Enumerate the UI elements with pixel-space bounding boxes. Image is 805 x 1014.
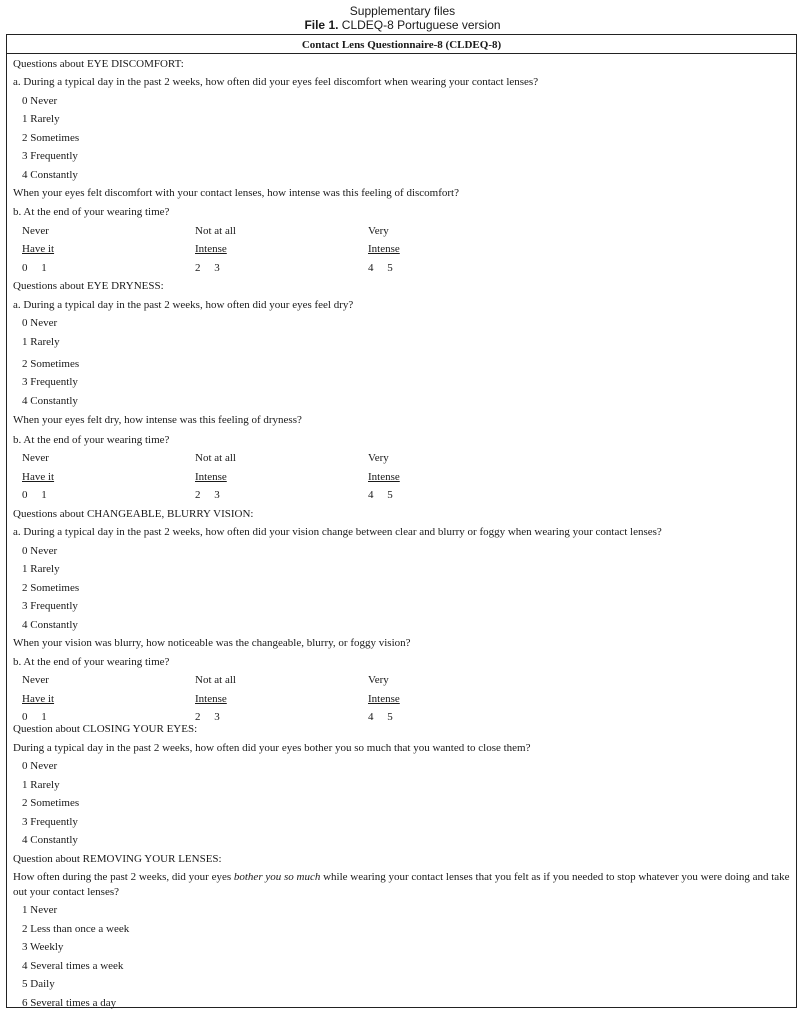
closing-option-1[interactable]: 1 Rarely <box>22 779 60 791</box>
discomfort-option-2[interactable]: 2 Sometimes <box>22 132 80 144</box>
discomfort-scale-intense-mid: Intense <box>195 243 227 255</box>
discomfort-option-3[interactable]: 3 Frequently <box>22 150 78 162</box>
dryness-option-0[interactable]: 0 Never <box>22 317 58 329</box>
vision-option-2[interactable]: 2 Sometimes <box>22 582 80 594</box>
discomfort-scale-values-low[interactable]: 0 1 <box>22 262 47 274</box>
discomfort-option-4[interactable]: 4 Constantly <box>22 169 78 181</box>
removing-option-1[interactable]: 1 Never <box>22 904 58 916</box>
removing-option-2[interactable]: 2 Less than once a week <box>22 923 130 935</box>
removing-question-italic: bother you so much <box>233 871 321 883</box>
discomfort-scale-values-high[interactable]: 4 5 <box>368 262 393 274</box>
dryness-option-4[interactable]: 4 Constantly <box>22 395 78 407</box>
vision-question-b: b. At the end of your wearing time? <box>13 656 170 668</box>
discomfort-option-1[interactable]: 1 Rarely <box>22 113 60 125</box>
dryness-scale-values-mid[interactable]: 2 3 <box>195 489 220 501</box>
removing-heading: Question about REMOVING YOUR LENSES: <box>13 853 222 865</box>
dryness-option-2[interactable]: 2 Sometimes <box>22 358 80 370</box>
vision-option-1[interactable]: 1 Rarely <box>22 563 60 575</box>
removing-question <box>13 870 795 900</box>
removing-question-part2: while wearing your contact lenses that you felt as if you needed to stop whatever you were doing and take out your contact lenses? <box>13 871 790 898</box>
discomfort-scale-have-it: Have it <box>22 243 55 255</box>
dryness-option-3[interactable]: 3 Frequently <box>22 376 78 388</box>
table-title: Contact Lens Questionnaire-8 (CLDEQ-8) <box>301 39 502 51</box>
vision-intensity-prompt: When your vision was blurry, how noticeable was the changeable, blurry, or foggy vision? <box>13 637 411 649</box>
vision-scale-values-high[interactable]: 4 5 <box>368 711 393 723</box>
dryness-scale-values-high[interactable]: 4 5 <box>368 489 393 501</box>
vision-scale-not-at-all: Not at all <box>195 674 236 686</box>
discomfort-intensity-prompt: When your eyes felt discomfort with your contact lenses, how intense was this feeling of discomfort? <box>13 187 459 199</box>
vision-scale-values-mid[interactable]: 2 3 <box>195 711 220 723</box>
closing-option-3[interactable]: 3 Frequently <box>22 816 78 828</box>
dryness-scale-intense-high: Intense <box>368 471 400 483</box>
supplementary-files-label: Supplementary files <box>349 4 456 18</box>
dryness-scale-intense-mid: Intense <box>195 471 227 483</box>
closing-option-2[interactable]: 2 Sometimes <box>22 797 80 809</box>
removing-question-part1: How often during the past 2 weeks, did your eyes <box>13 871 234 883</box>
file-caption-label: File 1. <box>304 18 339 32</box>
vision-option-0[interactable]: 0 Never <box>22 545 58 557</box>
discomfort-scale-not-at-all: Not at all <box>195 225 236 237</box>
dryness-scale-have-it: Have it <box>22 471 55 483</box>
discomfort-scale-values-mid[interactable]: 2 3 <box>195 262 220 274</box>
vision-scale-never: Never <box>22 674 49 686</box>
closing-option-0[interactable]: 0 Never <box>22 760 58 772</box>
file-caption <box>0 18 805 32</box>
discomfort-scale-intense-high: Intense <box>368 243 400 255</box>
vision-option-4[interactable]: 4 Constantly <box>22 619 78 631</box>
discomfort-scale-never: Never <box>22 225 49 237</box>
discomfort-question-b: b. At the end of your wearing time? <box>13 206 170 218</box>
dryness-intensity-prompt: When your eyes felt dry, how intense was this feeling of dryness? <box>13 414 302 426</box>
discomfort-heading: Questions about EYE DISCOMFORT: <box>13 58 184 70</box>
dryness-heading: Questions about EYE DRYNESS: <box>13 280 164 292</box>
vision-heading: Questions about CHANGEABLE, BLURRY VISION: <box>13 508 254 520</box>
removing-option-3[interactable]: 3 Weekly <box>22 941 64 953</box>
vision-question-a: a. During a typical day in the past 2 weeks, how often did your vision change between clear and blurry or foggy when wearing your contact lenses? <box>13 526 662 538</box>
dryness-scale-very: Very <box>368 452 389 464</box>
closing-question: During a typical day in the past 2 weeks, how often did your eyes bother you so much that you wanted to close them? <box>13 742 531 754</box>
vision-scale-have-it: Have it <box>22 693 55 705</box>
dryness-scale-never: Never <box>22 452 49 464</box>
vision-option-3[interactable]: 3 Frequently <box>22 600 78 612</box>
closing-heading: Question about CLOSING YOUR EYES: <box>13 723 198 735</box>
vision-scale-values-low[interactable]: 0 1 <box>22 711 47 723</box>
closing-option-4[interactable]: 4 Constantly <box>22 834 78 846</box>
dryness-scale-values-low[interactable]: 0 1 <box>22 489 47 501</box>
dryness-question-b: b. At the end of your wearing time? <box>13 434 170 446</box>
title-divider <box>6 53 797 54</box>
dryness-question-a: a. During a typical day in the past 2 weeks, how often did your eyes feel dry? <box>13 299 354 311</box>
discomfort-question-a: a. During a typical day in the past 2 weeks, how often did your eyes feel discomfort when wearing your contact lenses? <box>13 76 539 88</box>
vision-scale-intense-mid: Intense <box>195 693 227 705</box>
vision-scale-intense-high: Intense <box>368 693 400 705</box>
removing-option-6[interactable]: 6 Several times a day <box>22 997 117 1009</box>
discomfort-scale-very: Very <box>368 225 389 237</box>
dryness-scale-not-at-all: Not at all <box>195 452 236 464</box>
discomfort-option-0[interactable]: 0 Never <box>22 95 58 107</box>
dryness-option-1[interactable]: 1 Rarely <box>22 336 60 348</box>
file-caption-title: CLDEQ-8 Portuguese version <box>341 18 501 32</box>
removing-option-4[interactable]: 4 Several times a week <box>22 960 124 972</box>
removing-option-5[interactable]: 5 Daily <box>22 978 55 990</box>
vision-scale-very: Very <box>368 674 389 686</box>
